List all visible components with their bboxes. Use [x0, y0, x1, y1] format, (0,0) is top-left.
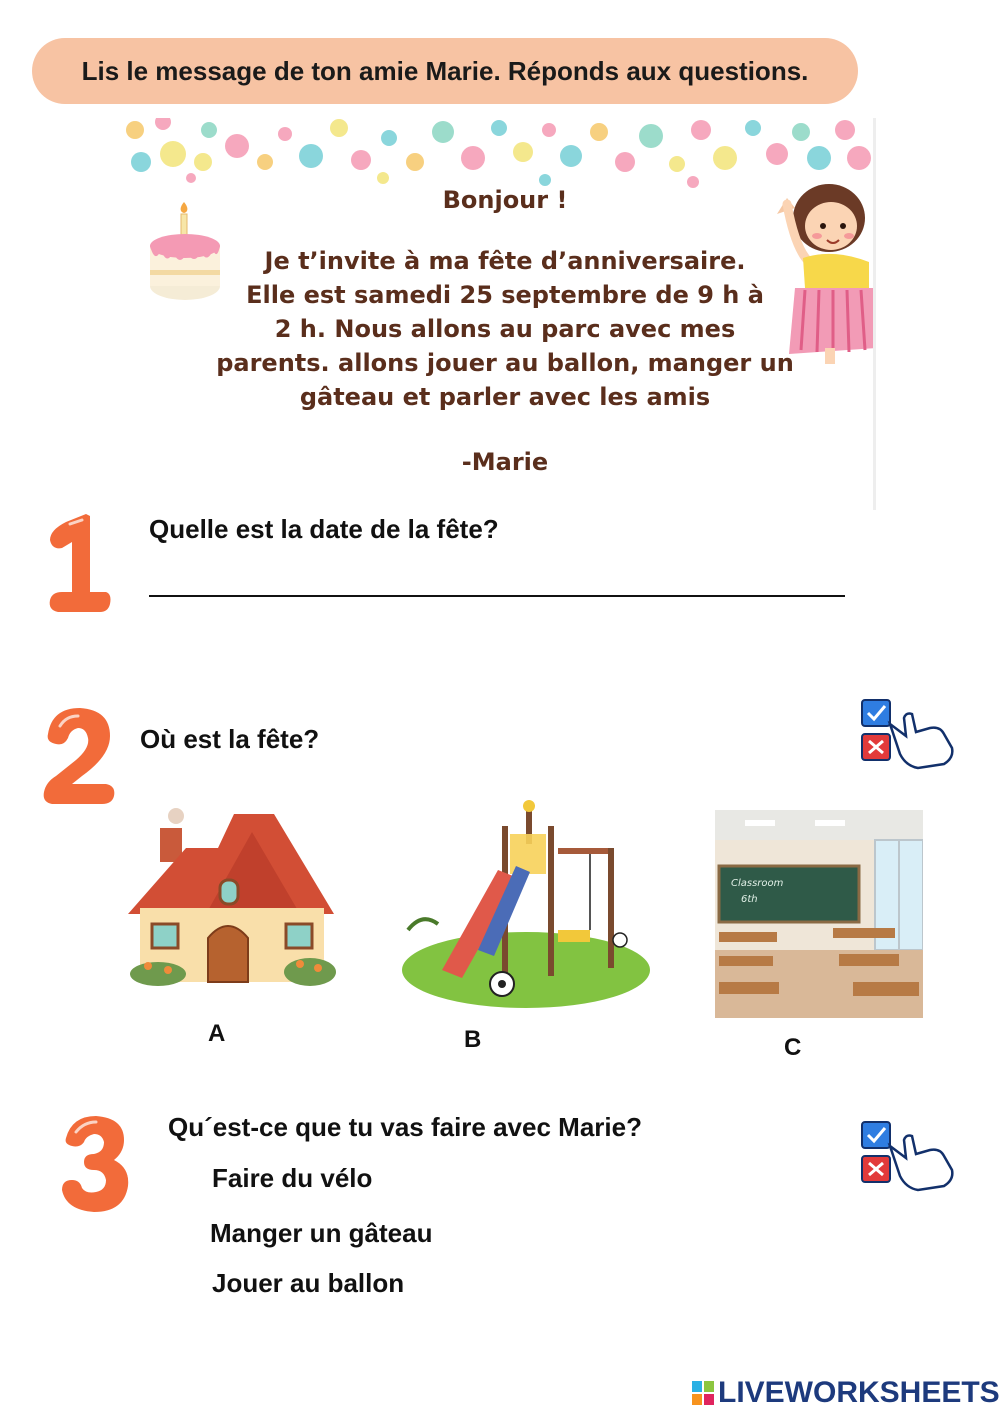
board-text-line: Classroom	[731, 878, 784, 889]
option-manger-un-gateau[interactable]: Manger un gâteau	[210, 1218, 433, 1248]
invitation-line: Je t’invite à ma fête d’anniversaire.	[264, 247, 746, 275]
choice-a-house-picture[interactable]	[124, 804, 338, 990]
question-1-text: Quelle est la date de la fête?	[149, 514, 499, 544]
invitation-line: parents. allons jouer au ballon, manger un	[216, 349, 794, 377]
question-3-text: Qu´est-ce que tu vas faire avec Marie?	[168, 1112, 642, 1142]
choice-c-classroom-picture[interactable]	[715, 810, 923, 1018]
option-jouer-au-ballon[interactable]: Jouer au ballon	[212, 1268, 405, 1298]
liveworksheets-logo	[692, 1376, 1000, 1410]
choice-b-playground-picture[interactable]	[398, 800, 654, 1010]
checkbox-choice-icon	[860, 696, 956, 770]
invitation-line: gâteau et parler avec les amis	[299, 383, 711, 411]
board-text-line: 6th	[741, 894, 758, 905]
liveworksheets-mark-icon	[692, 1381, 714, 1405]
instruction-text: Lis le message de ton amie Marie. Réponds aux questions.	[81, 55, 809, 86]
choice-b-label: B	[464, 1026, 482, 1053]
instruction-banner	[32, 38, 858, 104]
invitation-signature: -Marie	[461, 448, 549, 476]
question-number-3	[58, 1112, 134, 1214]
question-number-1	[40, 508, 116, 616]
checkbox-choice-icon	[860, 1118, 956, 1192]
invitation-line: Elle est samedi 25 septembre de 9 h à	[246, 281, 764, 309]
invitation-card	[125, 118, 876, 510]
option-faire-du-velo[interactable]: Faire du vélo	[212, 1163, 373, 1193]
answer-line-q1[interactable]	[149, 595, 845, 597]
question-2-text: Où est la fête?	[140, 724, 320, 754]
question-number-2	[38, 704, 120, 808]
choice-a-label: A	[208, 1020, 226, 1047]
invitation-message	[185, 186, 825, 476]
invitation-line: 2 h. Nous allons au parc avec mes	[274, 315, 736, 343]
invitation-greeting: Bonjour !	[442, 186, 568, 214]
liveworksheets-wordmark: LIVEWORKSHEETS	[718, 1376, 1000, 1409]
choice-c-label: C	[784, 1034, 802, 1061]
